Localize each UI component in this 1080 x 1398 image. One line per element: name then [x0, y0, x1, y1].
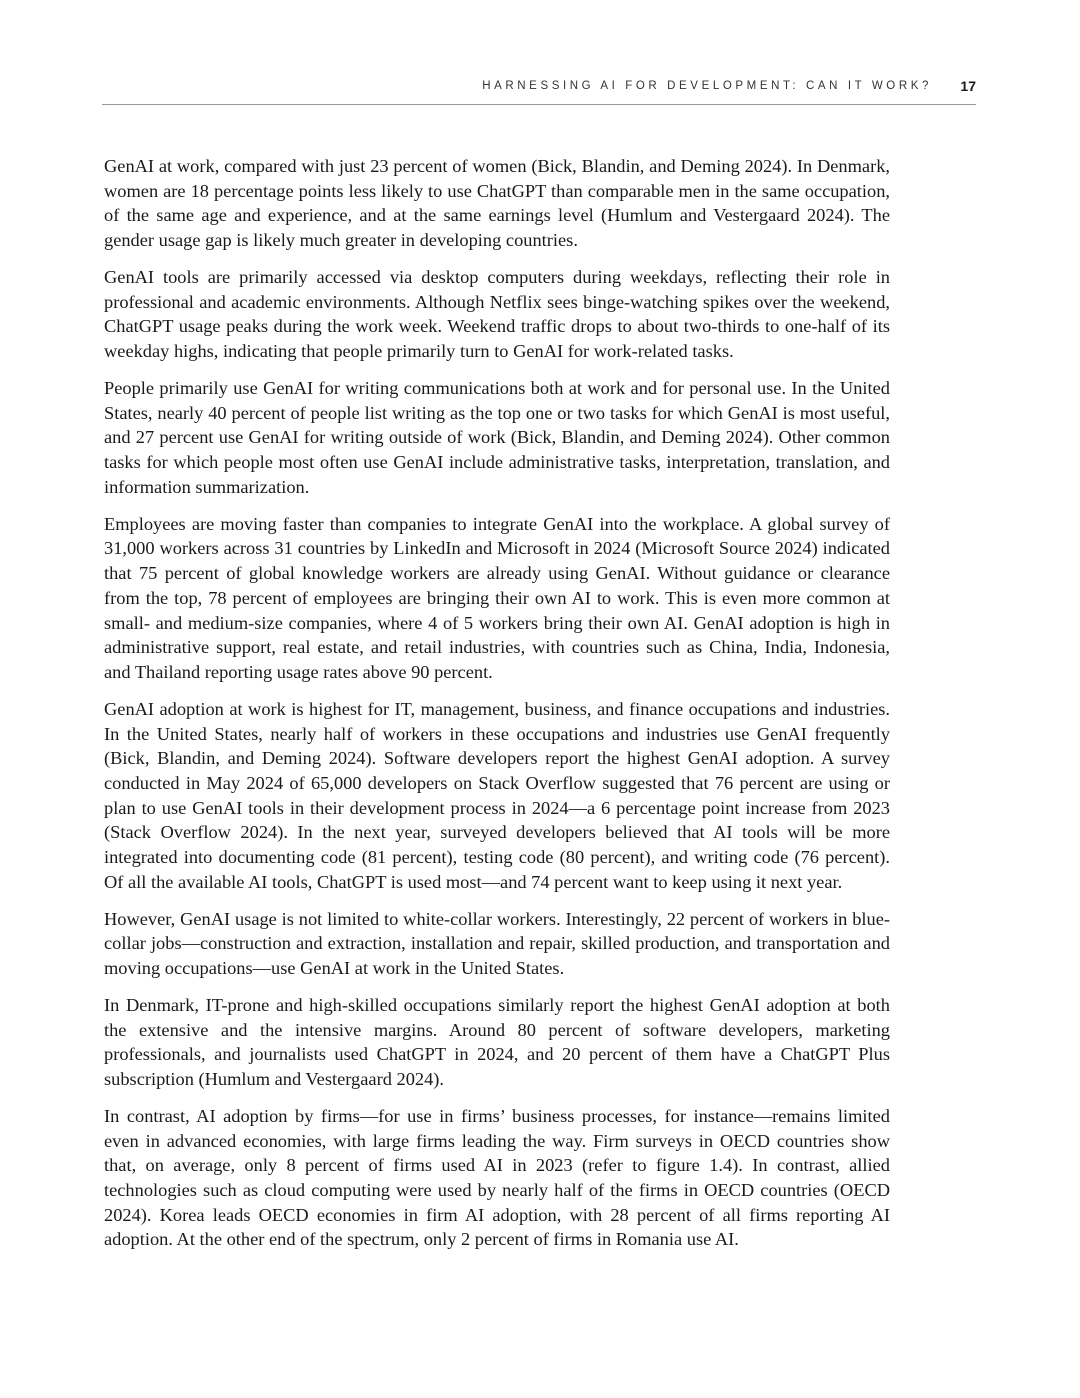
- paragraph: In Denmark, IT-prone and high-skilled occupations similarly report the highest GenAI adoption at both the extensive and the intensive margins. Around 80 percent of software developers, marketing professionals, and journalists used ChatGPT in 2024, and 20 percent of them have a ChatGPT Plus subscription (Humlum and Vestergaard 2024).: [104, 994, 890, 1090]
- running-header: [102, 78, 976, 105]
- paragraph: However, GenAI usage is not limited to white-collar workers. Interestingly, 22 percent of workers in blue-collar jobs—construction and extraction, installation and repair, skilled production, and transportation and moving occupations—use GenAI at work in the United States.: [104, 908, 890, 979]
- paragraph: GenAI at work, compared with just 23 percent of women (Bick, Blandin, and Deming 2024). In Denmark, women are 18 percentage points less likely to use ChatGPT than comparable men in the same occupation, of the same age and experience, and at the same earnings level (Humlum and Vestergaard 2024). The gender usage gap is likely much greater in developing countries.: [104, 156, 890, 251]
- paragraph: GenAI adoption at work is highest for IT, management, business, and finance occupations and industries. In the United States, nearly half of workers in these occupations and industries use GenAI frequently (Bick, Blandin, and Deming 2024). Software developers report the highest GenAI adoption. A survey conducted in May 2024 of 65,000 developers on Stack Overflow suggested that 76 percent are using or plan to use GenAI tools in their development process in 2024—a 6 percentage point increase from 2023 (Stack Overflow 2024). In the next year, surveyed developers believed that AI tools will be more integrated into documenting code (81 percent), testing code (80 percent), and writing code (76 percent). Of all the available AI tools, ChatGPT is used most—and 74 percent want to keep using it next year.: [104, 698, 890, 892]
- paragraph: GenAI tools are primarily accessed via desktop computers during weekdays, reflecting their role in professional and academic environments. Although Netflix sees binge-watching spikes over the weekend, ChatGPT usage peaks during the work week. Weekend traffic drops to about two-thirds to one-half of its weekday highs, indicating that people primarily turn to GenAI for work-related tasks.: [104, 267, 890, 362]
- paragraph: Employees are moving faster than companies to integrate GenAI into the workplace. A global survey of 31,000 workers across 31 countries by LinkedIn and Microsoft in 2024 (Microsoft Source 2024) indicated that 75 percent of global knowledge workers are already using GenAI. Without guidance or clearance from the top, 78 percent of employees are bringing their own AI to work. This is even more common at small- and medium-size companies, where 4 of 5 workers bring their own AI. GenAI adoption is high in administrative support, real estate, and retail industries, with countries such as China, India, Indonesia, and Thailand reporting usage rates above 90 percent.: [104, 513, 890, 682]
- running-title: HARNESSING AI FOR DEVELOPMENT: CAN IT WORK?: [482, 80, 932, 92]
- page-number: 17: [960, 78, 976, 94]
- paragraph: In contrast, AI adoption by firms—for use in firms’ business processes, for instance—remains limited even in advanced economies, with large firms leading the way. Firm surveys in OECD countries show that, on average, only 8 percent of firms used AI in 2023 (refer to figure 1.4). In contrast, allied technologies such as cloud computing were used by nearly half of the firms in OECD countries (OECD 2024). Korea leads OECD economies in firm AI adoption, with 28 percent of all firms reporting AI adoption. At the other end of the spectrum, only 2 percent of firms in Romania use AI.: [104, 1105, 890, 1250]
- paragraph: People primarily use GenAI for writing communications both at work and for personal use. In the United States, nearly 40 percent of people list writing as the top one or two tasks for which GenAI is most useful, and 27 percent use GenAI for writing outside of work (Bick, Blandin, and Deming 2024). Other common tasks for which people most often use GenAI include administrative tasks, interpretation, translation, and information summarization.: [104, 378, 890, 497]
- body-text: [104, 154, 890, 1264]
